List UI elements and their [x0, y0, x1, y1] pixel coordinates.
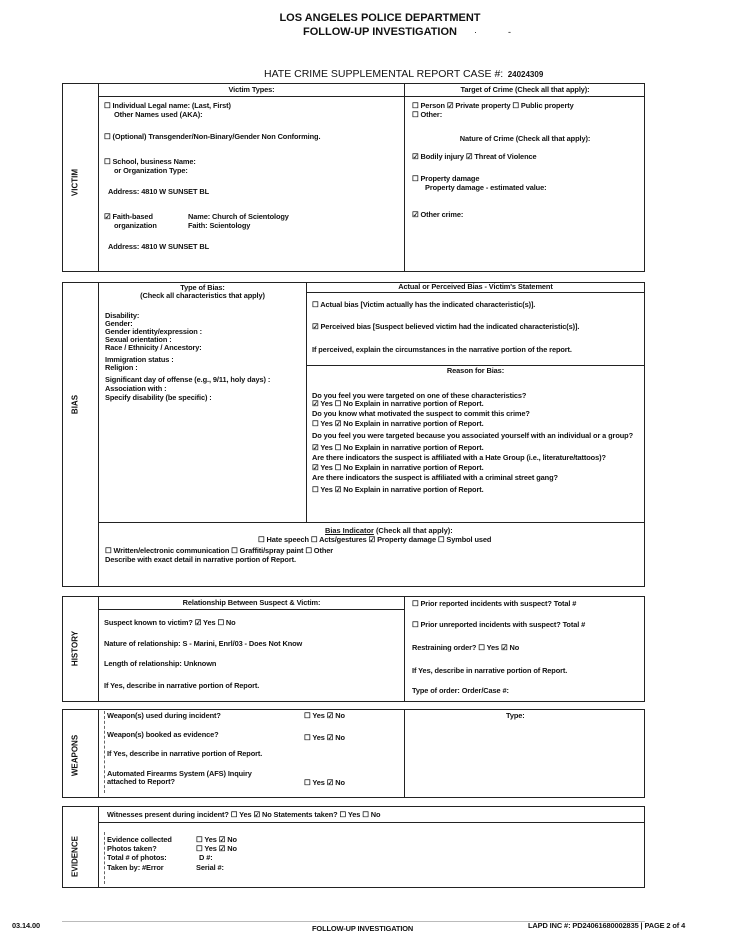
estimated-value-label: Property damage - estimated value: [425, 183, 547, 192]
afs-inquiry-label: Automated Firearms System (AFS) Inquiry [107, 769, 252, 778]
case-number: 24024309 [507, 70, 544, 79]
weapon-used-answer[interactable]: ☐ Yes ☑ No [304, 711, 345, 720]
bias-item: Gender: [105, 319, 133, 328]
weapon-used-label: Weapon(s) used during incident? [107, 711, 221, 720]
bias-item: Specify disability (be specific) : [105, 393, 212, 402]
aka-label: Other Names used (AKA): [114, 110, 203, 119]
bias-item: Immigration status : [105, 355, 174, 364]
header-mark-dash: - [508, 27, 511, 37]
history-side-label: HISTORY [70, 630, 80, 667]
org-type-label: or Organization Type: [114, 166, 188, 175]
victim-side-label: VICTIM [70, 168, 80, 197]
prior-reported-checkbox[interactable]: ☐ Prior reported incidents with suspect? Total # [412, 599, 577, 608]
weapon-type-label: Type: [506, 711, 525, 720]
actual-perceived-title: Actual or Perceived Bias - Victim's Statement [398, 282, 553, 291]
target-options[interactable]: ☐ Person ☑ Private property ☐ Public property [412, 101, 574, 110]
reason-answer[interactable]: ☑ Yes ☐ No Explain in narrative portion of Report. [312, 463, 484, 472]
footer-form-number: 03.14.00 [12, 921, 40, 930]
school-checkbox[interactable]: ☐ School, business Name: [104, 157, 196, 166]
bias-indicator-describe: Describe with exact detail in narrative portion of Report. [105, 555, 296, 564]
document-type: FOLLOW-UP INVESTIGATION [303, 26, 457, 38]
nature-title: Nature of Crime (Check all that apply): [459, 134, 591, 143]
witnesses-statements[interactable]: Witnesses present during incident? ☐ Yes ☑ No Statements taken? ☐ Yes ☐ No [107, 810, 381, 819]
relationship-title: Relationship Between Suspect & Victim: [182, 598, 321, 607]
afs-attached-label: attached to Report? [107, 777, 175, 786]
bias-indicator-title [325, 526, 453, 535]
bias-indicator-options-1[interactable]: ☐ Hate speech ☐ Acts/gestures ☑ Property damage ☐ Symbol used [258, 535, 492, 544]
target-title: Target of Crime (Check all that apply): [460, 85, 590, 94]
restraining-order[interactable]: Restraining order? ☐ Yes ☑ No [412, 643, 520, 652]
bias-type-sub: (Check all characteristics that apply) [140, 291, 265, 300]
prior-unreported-checkbox[interactable]: ☐ Prior unreported incidents with suspect? Total # [412, 620, 586, 629]
bias-indicator-options-2[interactable]: ☐ Written/electronic communication ☐ Graffiti/spray paint ☐ Other [105, 546, 334, 555]
evidence-collected-answer[interactable]: ☐ Yes ☑ No [196, 835, 237, 844]
weapon-booked-answer[interactable]: ☐ Yes ☑ No [304, 733, 345, 742]
bias-indicator-sub: (Check all that apply): [375, 526, 453, 535]
reason-answer[interactable]: ☐ Yes ☑ No Explain in narrative portion of Report. [312, 419, 484, 428]
history-describe: If Yes, describe in narrative portion of Report. [104, 681, 260, 690]
form-title [264, 64, 543, 82]
relationship-nature: Nature of relationship: S - Marini, Enrl/03 - Does Not Know [104, 639, 303, 648]
reason-title: Reason for Bias: [446, 366, 505, 375]
reason-line: Do you feel you were targeted because you associated yourself with an individual or a group? [312, 431, 633, 440]
dr-number-label: D #: [199, 853, 213, 862]
department-name: LOS ANGELES POLICE DEPARTMENT [279, 12, 481, 24]
restraining-describe: If Yes, describe in narrative portion of Report. [412, 666, 568, 675]
photos-taken-answer[interactable]: ☐ Yes ☑ No [196, 844, 237, 853]
taken-by-label: Taken by: #Error [107, 863, 164, 872]
weapons-side-label: WEAPONS [70, 734, 80, 777]
reason-answer[interactable]: ☑ Yes ☐ No Explain in narrative portion of Report. [312, 443, 484, 452]
evidence-side-label: EVIDENCE [70, 836, 80, 877]
reason-answer[interactable]: ☐ Yes ☑ No Explain in narrative portion of Report. [312, 485, 484, 494]
footer-title: FOLLOW-UP INVESTIGATION [312, 924, 414, 933]
reason-line: Do you feel you were targeted on one of these characteristics? [312, 391, 527, 400]
order-type: Type of order: Order/Case #: [412, 686, 509, 695]
header-mark: · [474, 27, 477, 37]
footer-page-info: LAPD INC #: PD24061680002835 | PAGE 2 of 4 [528, 921, 686, 930]
bias-side-label: BIAS [70, 394, 80, 415]
victim-types-title: Victim Types: [228, 85, 275, 94]
bias-item: Significant day of offense (e.g., 9/11, holy days) : [105, 375, 271, 384]
target-other[interactable]: ☐ Other: [412, 110, 443, 119]
faith-org-name: Name: Church of Scientology [188, 212, 289, 221]
organization-label: organization [114, 221, 157, 230]
weapon-booked-label: Weapon(s) booked as evidence? [107, 730, 219, 739]
faith-based-checkbox[interactable]: ☑ Faith-based [104, 212, 153, 221]
reason-line: Are there indicators the suspect is affiliated with a Hate Group (i.e., literature/tattoos)? [312, 453, 606, 462]
perceived-explain: If perceived, explain the circumstances in the narrative portion of the report. [312, 345, 572, 354]
reason-line: Do you know what motivated the suspect to commit this crime? [312, 409, 530, 418]
form-title-text: HATE CRIME SUPPLEMENTAL REPORT CASE #: [264, 68, 504, 80]
serial-number-label: Serial #: [196, 863, 224, 872]
bias-item: Gender identity/expression : [105, 327, 202, 336]
bias-type-title: Type of Bias: [180, 283, 225, 292]
bias-item: Sexual orientation : [105, 335, 172, 344]
victim-address-2: Address: 4810 W SUNSET BL [108, 242, 209, 251]
weapon-describe: If Yes, describe in narrative portion of Report. [107, 749, 263, 758]
suspect-known[interactable]: Suspect known to victim? ☑ Yes ☐ No [104, 618, 236, 627]
photos-taken-label: Photos taken? [107, 844, 157, 853]
faith-name: Faith: Scientology [188, 221, 251, 230]
reason-line: Are there indicators the suspect is affiliated with a criminal street gang? [312, 473, 558, 482]
photo-total-label: Total # of photos: [107, 853, 167, 862]
victim-address-1: Address: 4810 W SUNSET BL [108, 187, 209, 196]
bias-item: Association with : [105, 384, 167, 393]
evidence-collected-label: Evidence collected [107, 835, 172, 844]
bias-indicator-label: Bias Indicator [325, 526, 374, 535]
bias-item: Disability: [105, 311, 140, 320]
transgender-checkbox[interactable]: ☐ (Optional) Transgender/Non-Binary/Gender Non Conforming. [104, 132, 321, 141]
bias-item: Religion : [105, 363, 138, 372]
reason-answer[interactable]: ☑ Yes ☐ No Explain in narrative portion of Report. [312, 399, 484, 408]
property-damage-checkbox[interactable]: ☐ Property damage [412, 174, 480, 183]
bias-item: Race / Ethnicity / Ancestory: [105, 343, 202, 352]
legal-name-checkbox[interactable]: ☐ Individual Legal name: (Last, First) [104, 101, 231, 110]
afs-answer[interactable]: ☐ Yes ☑ No [304, 778, 345, 787]
relationship-length: Length of relationship: Unknown [104, 659, 217, 668]
actual-bias-checkbox[interactable]: ☐ Actual bias [Victim actually has the indicated characteristic(s)]. [312, 300, 536, 309]
other-crime-checkbox[interactable]: ☑ Other crime: [412, 210, 464, 219]
nature-options[interactable]: ☑ Bodily injury ☑ Threat of Violence [412, 152, 537, 161]
perceived-bias-checkbox[interactable]: ☑ Perceived bias [Suspect believed victim had the indicated characteristic(s)]. [312, 322, 580, 331]
